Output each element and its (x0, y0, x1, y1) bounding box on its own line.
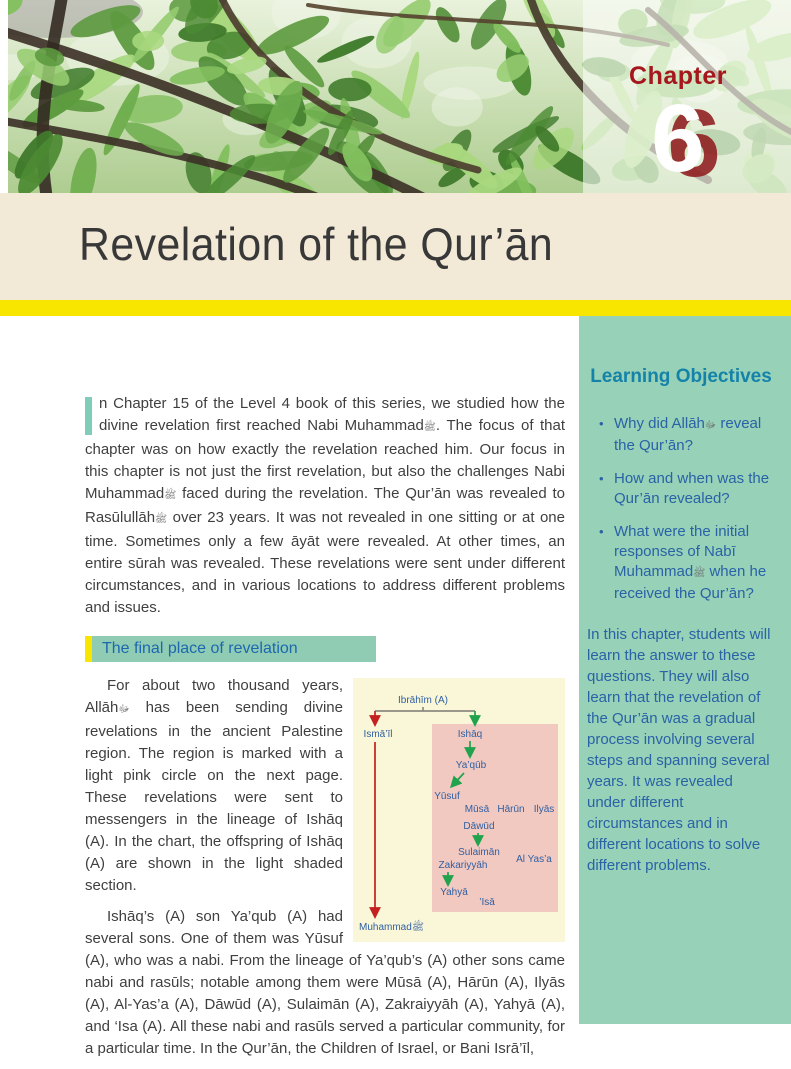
objectives-list (587, 414, 775, 604)
tree-node-yaqub: Ya’qūb (455, 760, 487, 771)
objective-text: What were the initial responses of Nabī Muhammadﷺ when he received the Qur’ān? (614, 523, 767, 602)
main-content (0, 316, 791, 1057)
tree-node-sulaiman: Sulaimān (458, 847, 500, 858)
tree-node-musa: Mūsā (464, 804, 490, 815)
accent-stripe (0, 300, 791, 316)
section-heading (85, 636, 376, 662)
tree-node-muhammad: Muhammadﷺ (359, 922, 424, 933)
chapter-block (623, 62, 733, 192)
tree-node-harun: Hārūn (497, 804, 525, 815)
bullet-marker: • (599, 524, 604, 539)
body-text-column (85, 393, 565, 1069)
bullet-marker: • (599, 471, 604, 486)
tree-node-yusuf: Yūsuf (434, 791, 460, 802)
objective-text: Why did Allāhﷻ reveal the Qur’ān? (614, 415, 762, 454)
objective-item (599, 414, 775, 456)
tree-node-ishaq: Ishāq (457, 729, 483, 740)
objective-text: How and when was the Qur’ān revealed? (614, 470, 770, 507)
bullet-marker: • (599, 416, 604, 431)
sidebar-paragraph: In this chapter, students will learn the answer to these questions. They will also learn that the revelation of the Qur’ān was a gradual process involving several steps and spanning several years. It was revealed under different circumstances and in different locations to solve different problems. (587, 626, 771, 874)
lineage-chart-svg (353, 678, 565, 942)
chapter-header (0, 0, 791, 193)
chapter-number: 6 (651, 85, 705, 192)
section-body (85, 675, 565, 1060)
tree-node-al-yasa: Al Yas’a (516, 854, 552, 865)
objective-item (599, 469, 775, 509)
tree-node-ilyas: Ilyās (533, 804, 555, 815)
intro-text: n Chapter 15 of the Level 4 book of this series, we studied how the divine revelation first reached Nabi Muhammadﷺ. The focus of that chapter was on how exactly the revelation reached him. Our focus in this chapter is not just the first revelation, but also the challenges Nabi Muhammadﷺ faced during the revelation. The Qur’ān was revealed to Rasūlullāhﷺ over 23 years. It was not revealed in one sitting or at one time. Sometimes only a few āyāt were revealed. At other times, an entire sūrah was revealed. These revelations were sent under different circumstances, and in various locations to address different problems and issues. (85, 395, 565, 616)
page-title: Revelation of the Qur’ān (79, 218, 554, 270)
sidebar-heading: Learning Objectives (590, 366, 772, 387)
heading-accent-bar (85, 636, 92, 662)
tree-node-ismail: Ismā’īl (363, 729, 393, 740)
section-heading-text: The final place of revelation (92, 636, 376, 662)
learning-objectives-panel (579, 316, 791, 1024)
tree-node-dawud: Dāwūd (463, 821, 495, 832)
title-band (0, 193, 791, 300)
dropcap-i (85, 397, 92, 435)
tree-node-zakariyyah: Zakariyyāh (438, 860, 488, 871)
lineage-chart (353, 678, 565, 942)
objective-item (599, 522, 775, 604)
section-paragraph-2: Ishāq’s (A) son Ya’qub (A) had several sons. One of them was Yūsuf (A), who was a nabi. From the lineage of Ya’qub’s (A) other sons came nabi and rasūls; notable among them were Mūsā (A), Hārūn (A), Ilyās (A), Al-Yas’a (A), Dāwūd (A), Sulaimān (A), Zakraiyyāh (A), Yahyā (A), and ‘Isa (A). All these nabi and rasūls served a particular community, for a particular time. In the Qur’ān, the Children of Israel, or Bani Isrā’īl, (85, 908, 565, 1057)
section-paragraph-1: For about two thousand years, Allāhﷻ has been sending divine revelations in the ancient Palestine region. The region is marked with a light pink circle on the next page. These revelations were sent to messengers in the lineage of Ishāq (A). In the chart, the offspring of Ishāq (A) are shown in the light shaded section. (85, 677, 343, 894)
intro-paragraph (85, 393, 565, 619)
ishaq-lineage-shaded-section (432, 724, 558, 912)
tree-node-ibrahim: Ibrāhīm (A) (397, 695, 449, 706)
chapter-label: Chapter (629, 62, 727, 90)
tree-node-isa: ’Isā (479, 897, 495, 908)
tree-node-yahya: Yahyā (440, 887, 468, 898)
